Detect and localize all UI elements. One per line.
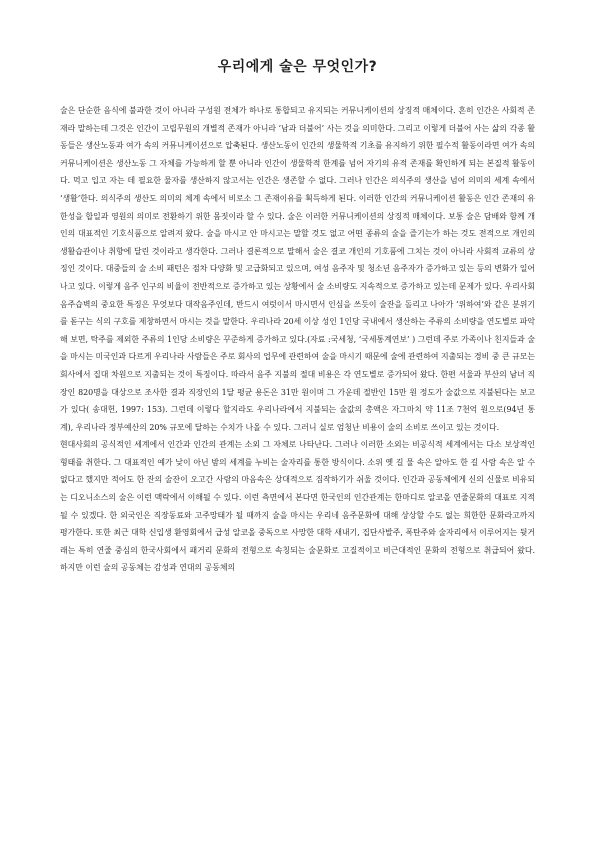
document-title: 우리에게 술은 무엇인가?: [217, 59, 378, 75]
paragraph: 술은 단순한 음식에 불과한 것이 아니라 구성원 전체가 하나로 통합되고 유지되는 커뮤니케이션의 상징적 매체이다. 흔히 인간은 사회적 존재라 말하는데 그것은 인간이 고립무원의 개별적 존재가 아니라 ‘남과 더불어’ 사는 것을 의미한다. 그리고 이렇게 더불어 사는 삶의 각종 활동들은 생산노동과 여가 속의 커뮤니케이션으로 압축된다. 생산노동이 인간의 생물학적 기초를 유지하기 위한 필수적 활동이라면 여가 속의 커뮤니케이션은 생산노동 그 자체를 가능하게 할 뿐 아니라 인간이 생물학적 한계를 넘어 자기의 유적 존재를 확인하게 되는 본질적 활동이다. 먹고 입고 자는 데 필요한 물자를 생산하지 않고서는 인간은 생존할 수 없다. 그러나 인간은 의식주의 생산을 넘어 의미의 세계 속에서 ‘생활’한다. 의식주의 생산도 의미의 체계 속에서 비로소 그 존재이유를 획득하게 된다. 이러한 인간의 커뮤니케이션 활동은 인간 존재의 유한성을 합일과 영원의 의미로 전환하기 위한 몸짓이라 할 수 있다. 술은 이러한 커뮤니케이션의 상징적 매체이다. 보통 술은 담배와 함께 개인의 대표적인 기호식품으로 알려져 왔다. 술을 마시고 안 마시고는 말할 것도 없고 어떤 종류의 술을 즐기는가 하는 것도 전적으로 개인의 생활습관이나 취향에 달린 것이라고 생각한다. 그러나 결론적으로 말해서 술은 결코 개인의 기호품에 그치는 것이 아니라 사회적 교류의 상징인 것이다. 대중들의 술 소비 패턴은 점차 다양화 및 고급화되고 있으며, 여성 음주자 및 청소년 음주자가 증가하고 있는 등의 변화가 일어나고 있다. 이렇게 음주 인구의 비율이 전반적으로 증가하고 있는 상황에서 술 소비량도 지속적으로 증가하고 있는데 문제가 있다. 우리사회 음주습벽의 중요한 특징은 무엇보다 대작음주인데, 반드시 여럿이서 마시면서 인심을 쓰듯이 술잔을 돌리고 나아가 ‘위하여’와 같은 분위기를 돋구는 식의 구호를 제창하면서 마시는 것을 말한다. 우리나라 20세 이상 성인 1인당 국내에서 생산하는 주류의 소비량을 연도별로 파악해 보면, 탁주를 제외한 주류의 1인당 소비량은 꾸준하게 증가하고 있다.(자료 :국세청, ‘국세통계연보’ ) 그런데 주로 가족이나 친지들과 술을 마시는 미국인과 다르게 우리나라 사람들은 주로 회사의 업무에 관련하여 술을 마시기 때문에 술에 관련하여 지출되는 경비 중 큰 규모는 회사에서 집대 차원으로 지출되는 것이 특징이다. 따라서 음주 지불의 절대 비용은 각 연도별로 증가되어 왔다. 한편 서울과 부산의 남녀 직장인 820명을 대상으로 조사한 결과 직장인의 1달 평균 용돈은 31만 원이며 그 가운데 절반인 15만 원 정도가 술값으로 지불된다는 보고가 있다( 송대헌, 1997: 153). 그런데 이렇다 할지라도 우리나라에서 지불되는 술값의 총액은 자그마치 약 11조 7천억 원으로(94년 통계), 우리나라 정부예산의 20% 규모에 달하는 수치가 나올 수 있다. 그러니 실로 엄청난 비용이 술의 소비로 쓰이고 있는 것이다.: [60, 106, 536, 432]
paragraph: 현대사회의 공식적인 세계에서 인간과 인간의 관계는 소외 그 자체로 나타난다. 그러나 이러한 소외는 비공식적 세계에서는 다소 보상적인 형태를 취한다. 그 대표적인 예가 낮이 아닌 밤의 세계를 누비는 술자리를 통한 방식이다. 소위 옛 길 물 속은 알아도 한 길 사람 속은 알 수 없다고 했지만 적어도 한 잔의 술잔이 오고간 사람의 마음속은 상대적으로 짐작하기가 쉬울 것이다. 인간과 공동체에게 신의 신물로 비유되는 디오니소스의 술은 이런 맥락에서 이해될 수 있다. 이런 측면에서 본다면 한국인의 인간관계는 한마디로 알코올 연줄문화의 대표로 지적될 수 있겠다. 한 외국인은 직장동료와 고주망태가 될 때까지 술을 마시는 우리네 음주문화에 대해 상상할 수도 없는 희한한 문화라고까지 평가한다. 또한 최근 대학 신입생 환영회에서 급성 알코올 중독으로 사망한 대학 새내기, 집단사발주, 폭탄주와 술자리에서 이루어지는 뒷거래는 특히 연줄 중심의 한국사회에서 패거리 문화의 전형으로 속칭되는 술문화로 고질적이고 비근대적인 문화의 전형으로 취급되어 왔다. 하지만 이런 술의 공동체는 감성과 연대의 공동체의: [60, 440, 535, 573]
document-body: [60, 102, 535, 577]
